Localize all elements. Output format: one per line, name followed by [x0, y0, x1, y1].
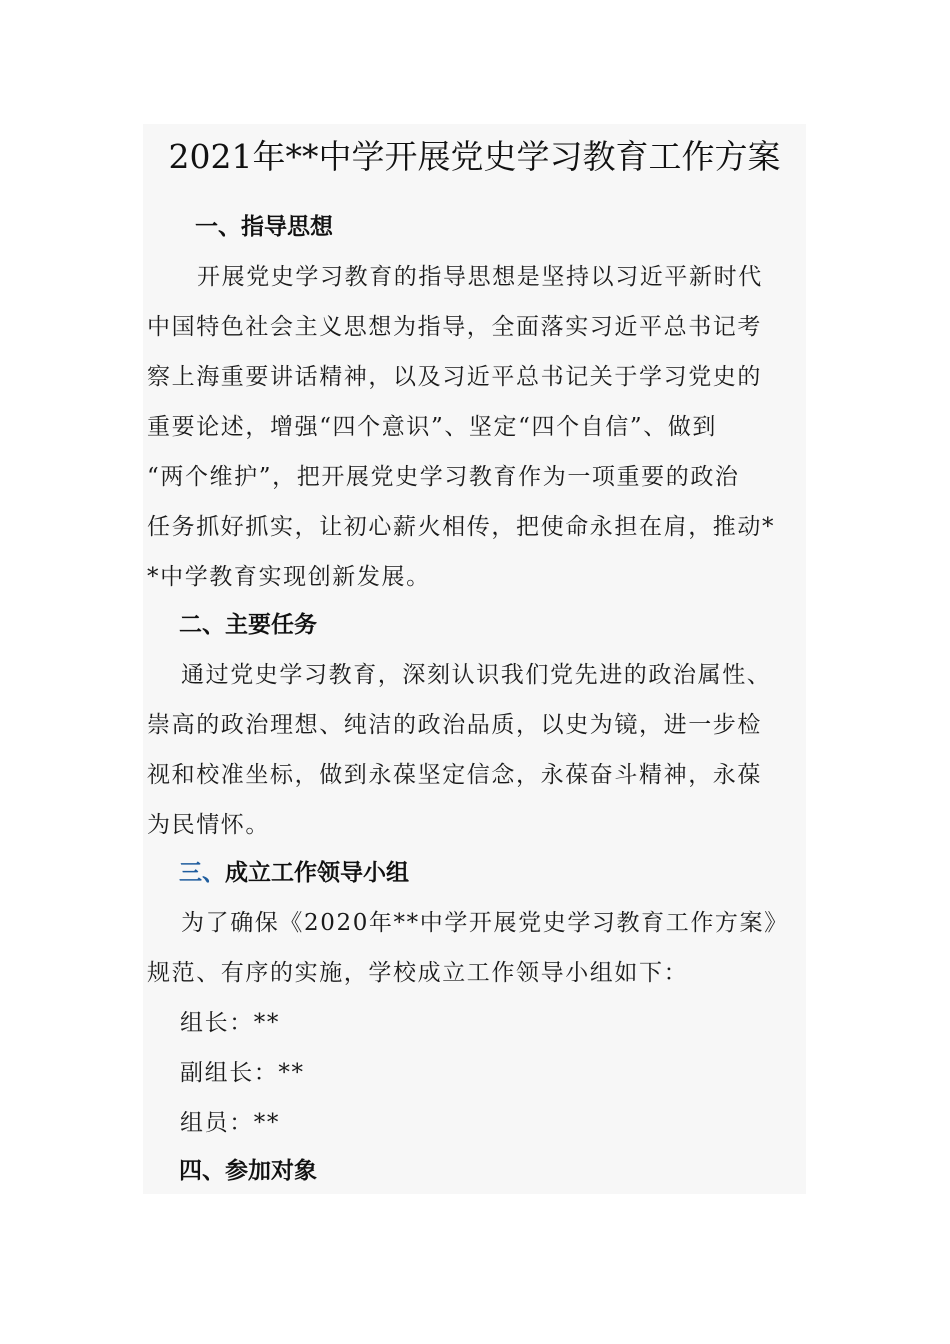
section-heading-leadership-group [179, 848, 409, 898]
member-leader: 组长：** [180, 1010, 280, 1036]
section-number: 三、 [179, 860, 225, 886]
paragraph-line: 崇高的政治理想、纯洁的政治品质，以史为镜，进一步检 [147, 712, 762, 738]
document-title: 2021年**中学开展党史学习教育工作方案 [168, 137, 781, 176]
paragraph-line: 开展党史学习教育的指导思想是坚持以习近平新时代 [197, 264, 763, 290]
member-members: 组员：** [180, 1110, 280, 1136]
paragraph-line: 为民情怀。 [147, 812, 270, 838]
paragraph-line: 视和校准坐标，做到永葆坚定信念，永葆奋斗精神，永葆 [147, 762, 762, 788]
paragraph-line: *中学教育实现创新发展。 [147, 564, 431, 590]
paragraph-line: 为了确保《2020年**中学开展党史学习教育工作方案》 [181, 910, 789, 936]
section-heading-participants: 四、参加对象 [179, 1158, 317, 1184]
paragraph-line: 通过党史学习教育，深刻认识我们党先进的政治属性、 [181, 662, 772, 688]
paragraph-line: 任务抓好抓实，让初心薪火相传，把使命永担在肩，推动* [147, 514, 776, 540]
document-page [143, 124, 806, 1194]
paragraph-line: 中国特色社会主义思想为指导，全面落实习近平总书记考 [147, 314, 762, 340]
paragraph-line: “两个维护”，把开展党史学习教育作为一项重要的政治 [147, 464, 740, 490]
section-heading-guiding-ideology: 一、指导思想 [195, 214, 333, 240]
member-deputy-leader: 副组长：** [180, 1060, 305, 1086]
section-body-guiding-ideology [147, 252, 797, 602]
section-heading-main-tasks: 二、主要任务 [179, 612, 317, 638]
section-body-leadership-group [147, 898, 797, 998]
paragraph-line: 规范、有序的实施，学校成立工作领导小组如下： [147, 960, 689, 986]
section-body-main-tasks [147, 650, 797, 850]
paragraph-line: 察上海重要讲话精神，以及习近平总书记关于学习党史的 [147, 364, 762, 390]
section-heading-text: 成立工作领导小组 [225, 860, 409, 886]
paragraph-line: 重要论述，增强“四个意识”、坚定“四个自信”、做到 [147, 414, 718, 440]
